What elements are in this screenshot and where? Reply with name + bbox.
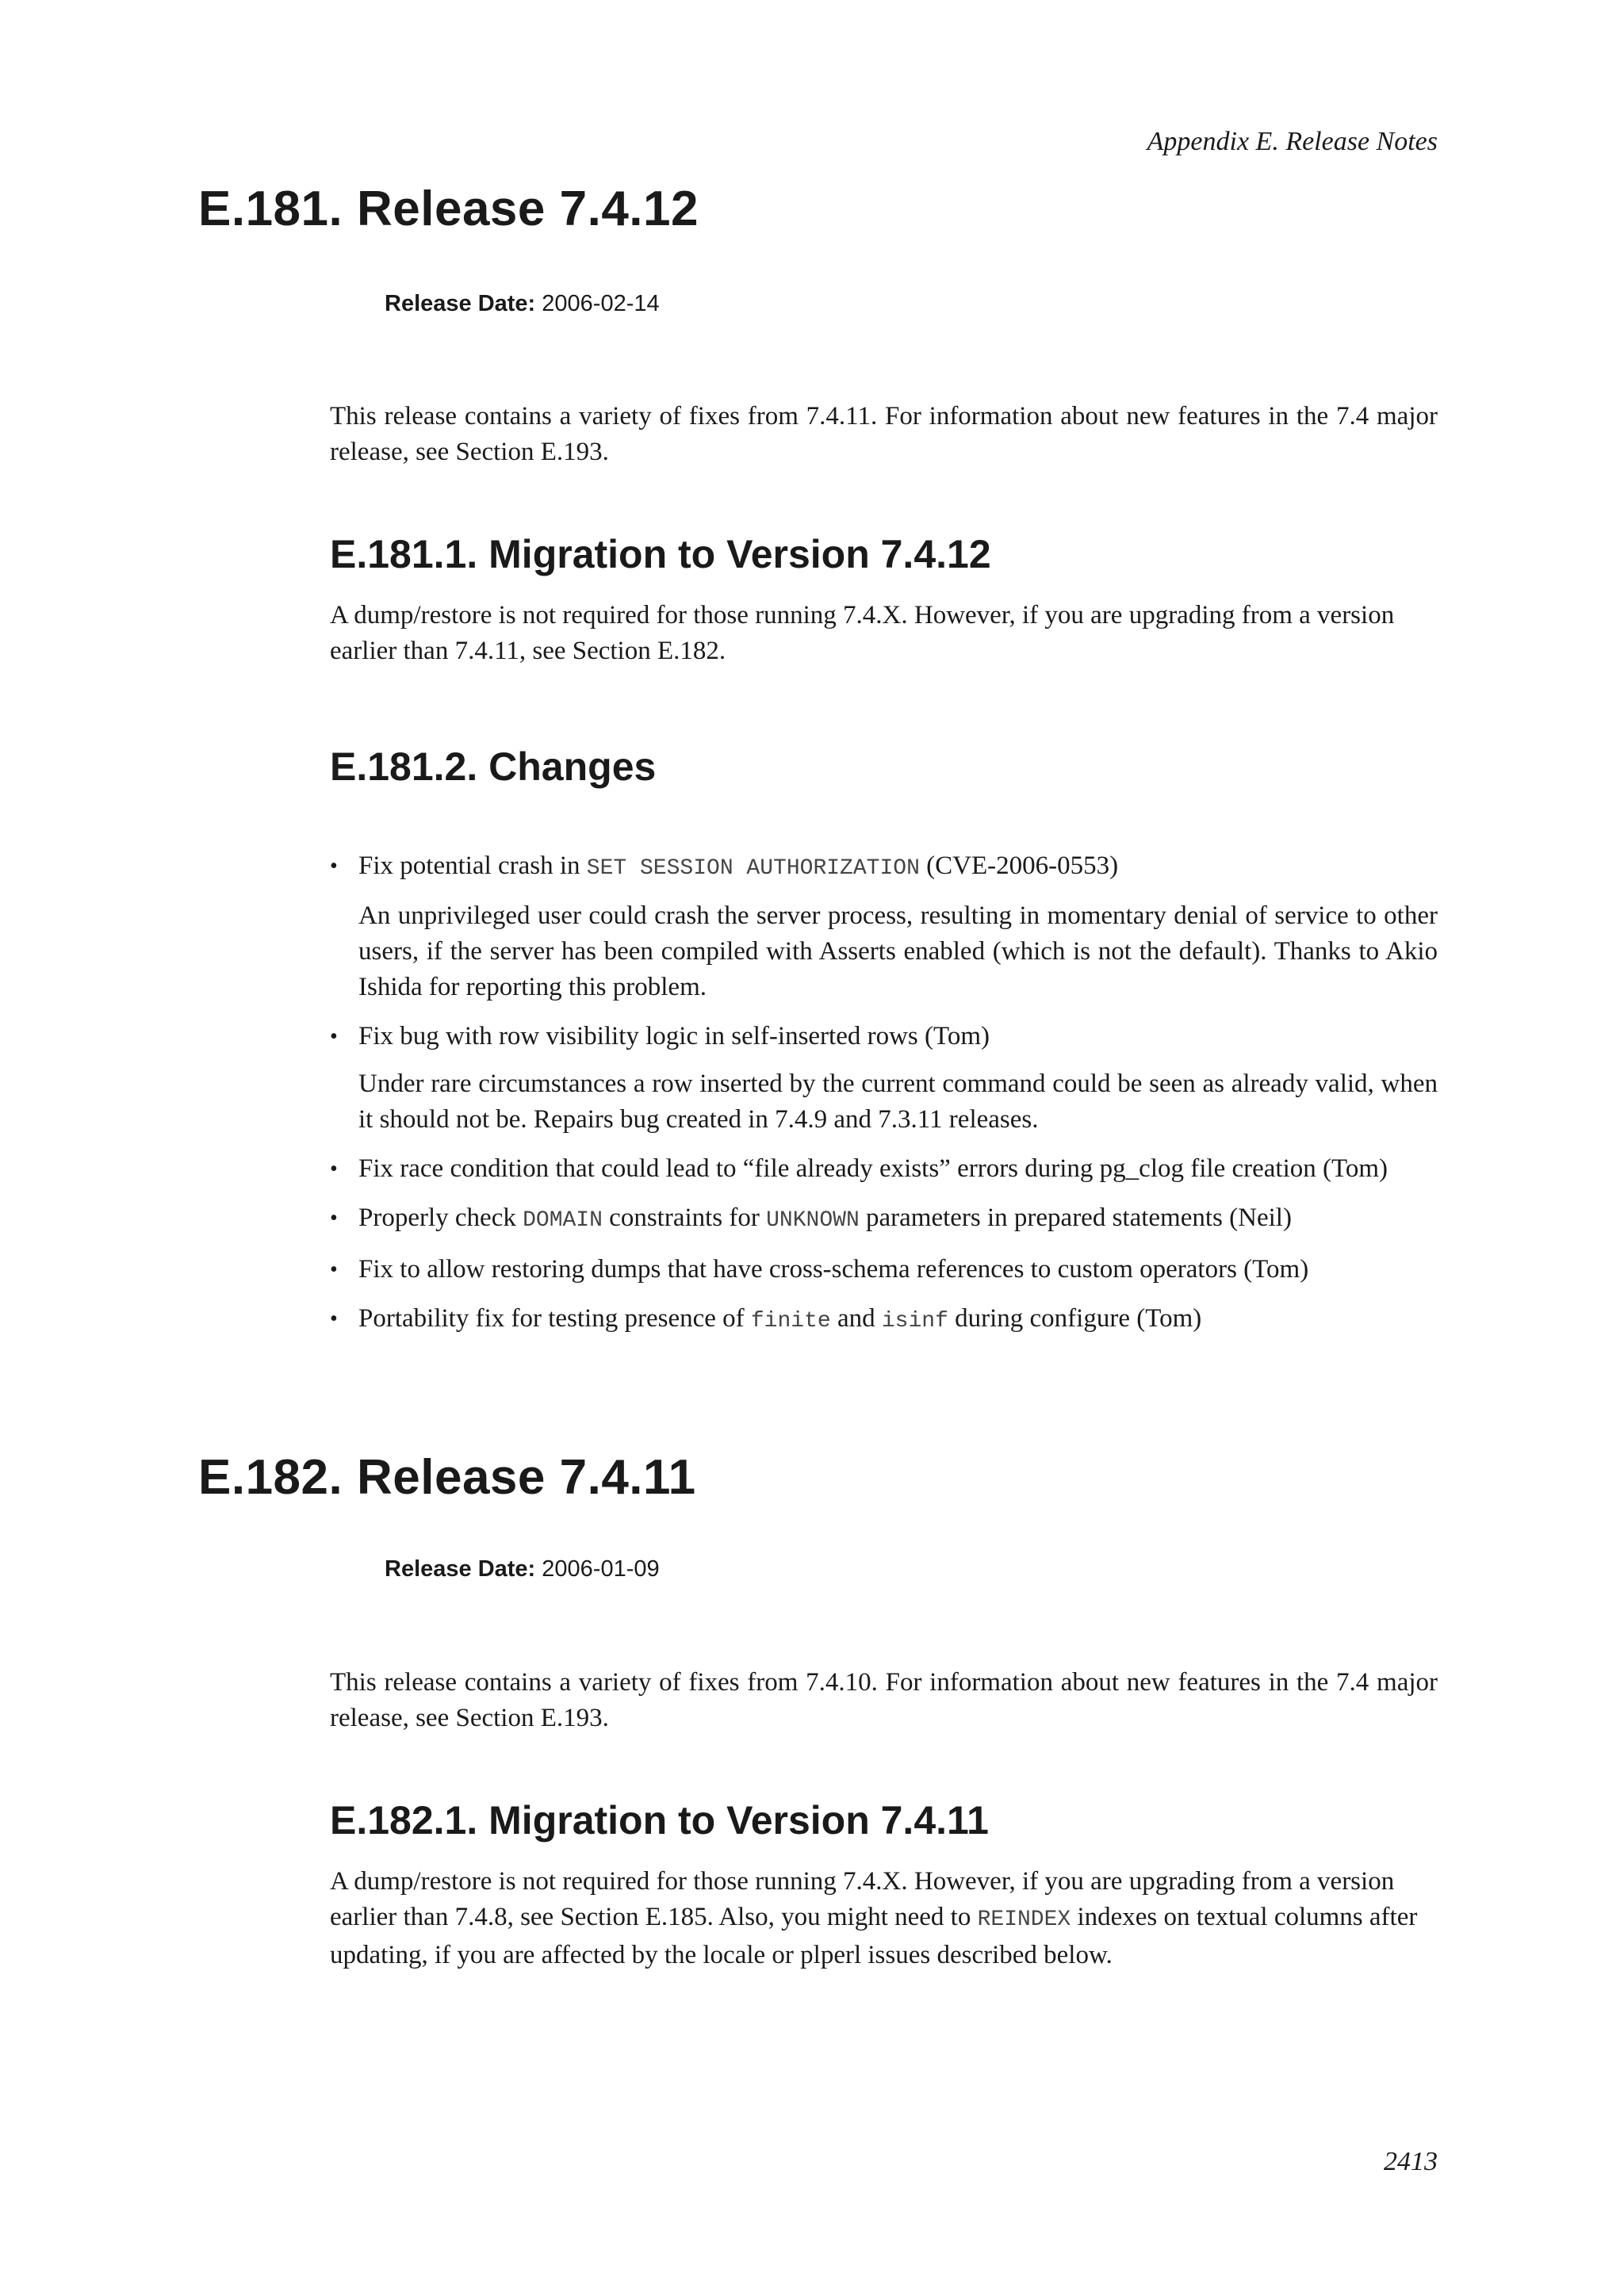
list-item-summary: Fix race condition that could lead to “file already exists” errors during pg_clog file creation (Tom)	[358, 1154, 1388, 1183]
item-text: constraints for	[602, 1203, 767, 1232]
item-text: and	[830, 1304, 882, 1333]
paragraph-text: A dump/restore is not required for those running 7.4.X. However, if you are upgrading from a version earlier than 7.4.8, see Section E.185. Also, you might need to	[330, 1867, 1395, 1931]
list-item-summary	[358, 848, 1438, 886]
bullet-glyph: •	[330, 1157, 338, 1181]
changes-heading: E.181.2. Changes	[330, 744, 657, 789]
code-literal: SET SESSION AUTHORIZATION	[586, 856, 920, 881]
code-literal: REINDEX	[977, 1908, 1071, 1932]
item-text: Properly check	[358, 1203, 523, 1232]
release-7412-heading: E.181. Release 7.4.12	[198, 182, 699, 236]
running-header: Appendix E. Release Notes	[1147, 127, 1438, 156]
code-literal: DOMAIN	[523, 1208, 603, 1233]
list-item-summary: Fix bug with row visibility logic in self-inserted rows (Tom)	[358, 1022, 990, 1050]
list-item	[330, 1019, 1438, 1138]
list-item-summary	[358, 1200, 1438, 1238]
release-date-value: 2006-02-14	[542, 291, 660, 316]
list-item	[330, 1252, 1438, 1288]
item-text: parameters in prepared statements (Neil)	[859, 1203, 1292, 1232]
list-item-detail: An unprivileged user could crash the server process, resulting in momentary denial of service to other users, if the server has been compiled with Asserts enabled (which is not the default). Thanks to Akio Ishida for reporting this problem.	[358, 901, 1438, 1001]
list-item	[330, 1151, 1438, 1187]
bullet-glyph: •	[330, 1307, 338, 1331]
migration-7412-text: A dump/restore is not required for those running 7.4.X. However, if you are upgrading from a version earlier than 7.4.11, see Section E.182.	[330, 601, 1395, 665]
page-number: 2413	[1384, 2147, 1438, 2176]
list-item-summary: Fix to allow restoring dumps that have cross-schema references to custom operators (Tom)	[358, 1255, 1309, 1284]
migration-7411-text	[330, 1864, 1438, 1973]
code-literal: UNKNOWN	[766, 1208, 860, 1233]
release-7411-intro: This release contains a variety of fixes from 7.4.10. For information about new features in the 7.4 major release, see Section E.193.	[330, 1668, 1438, 1732]
list-item	[330, 1200, 1438, 1238]
migration-7412-heading: E.181.1. Migration to Version 7.4.12	[330, 532, 991, 576]
list-item-summary	[358, 1301, 1438, 1339]
item-text: during configure (Tom)	[948, 1304, 1202, 1333]
bullet-glyph: •	[330, 1257, 338, 1282]
bullet-glyph: •	[330, 1024, 338, 1049]
release-date-label: Release Date:	[385, 1556, 536, 1582]
code-literal: finite	[750, 1309, 831, 1334]
release-7412-date	[385, 291, 660, 317]
list-item	[330, 1301, 1438, 1339]
bullet-glyph: •	[330, 1206, 338, 1230]
migration-7411-heading: E.182.1. Migration to Version 7.4.11	[330, 1798, 989, 1843]
release-7412-intro: This release contains a variety of fixes from 7.4.11. For information about new features in the 7.4 major release, see Section E.193.	[330, 402, 1438, 466]
release-date-value: 2006-01-09	[542, 1556, 660, 1582]
release-date-label: Release Date:	[385, 291, 536, 316]
release-7411-heading: E.182. Release 7.4.11	[198, 1450, 696, 1505]
paragraph-text: indexes on textual columns after updating, if you are affected by the locale or plperl issues described below.	[330, 1903, 1418, 1969]
release-7411-date	[385, 1556, 660, 1582]
code-literal: isinf	[881, 1309, 948, 1334]
changes-list	[330, 848, 1438, 1353]
item-text: (CVE-2006-0553)	[919, 851, 1119, 880]
list-item	[330, 848, 1438, 1005]
bullet-glyph: •	[330, 854, 338, 878]
item-text: Portability fix for testing presence of	[358, 1304, 751, 1333]
list-item-detail: Under rare circumstances a row inserted by the current command could be seen as already valid, when it should not be. Repairs bug created in 7.4.9 and 7.3.11 releases.	[358, 1070, 1438, 1134]
item-text: Fix potential crash in	[358, 851, 587, 880]
